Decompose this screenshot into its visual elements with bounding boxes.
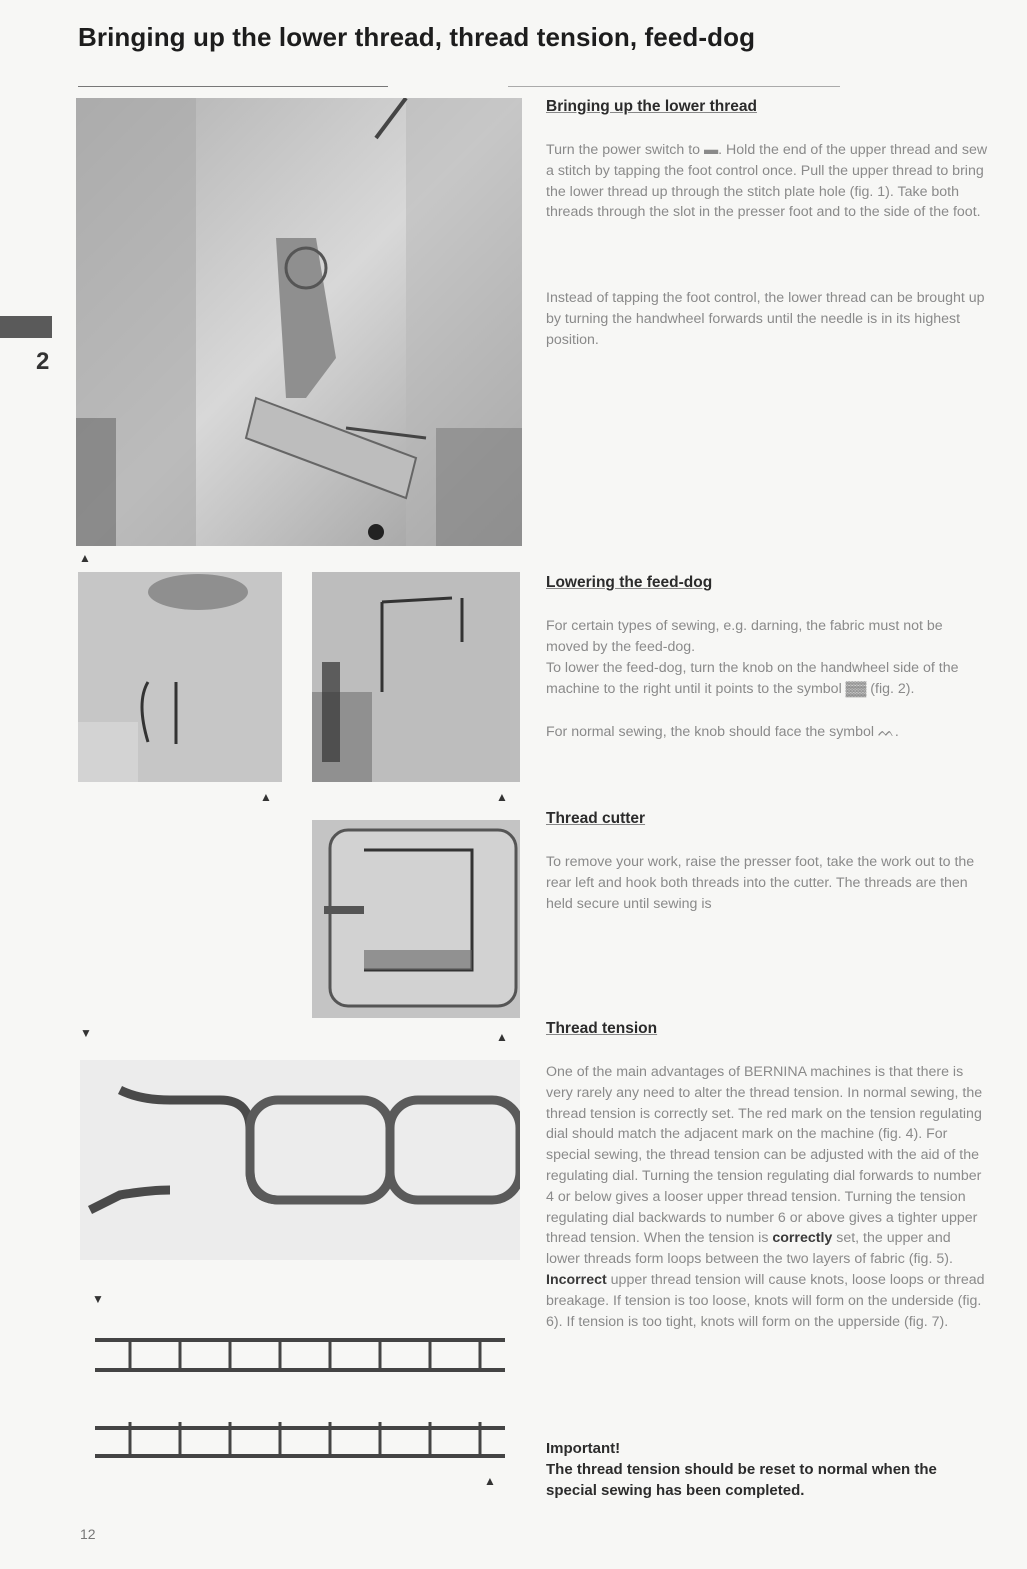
machine-side-illustration: [312, 572, 520, 782]
feed-dog-paragraph-2: To lower the feed-dog, turn the knob on the handwheel side of the machine to the right until it points to the symbol ▓▓ (fig. 2).: [546, 660, 959, 697]
figure-7-diagram: [90, 1408, 510, 1468]
tension-correctly: correctly: [772, 1230, 833, 1247]
heading-lower-thread: Bringing up the lower thread: [546, 98, 757, 115]
heading-thread-tension: Thread tension: [546, 1020, 658, 1037]
feed-dog-paragraph-1: For certain types of sewing, e.g. darning, the fabric must not be moved by the feed-dog.: [546, 618, 943, 655]
figure-2-marker: ▲: [260, 790, 272, 804]
figure-5-marker-top: ▼: [80, 1026, 92, 1040]
figure-5-diagram: [80, 1060, 520, 1260]
figure-6-diagram: [90, 1320, 510, 1380]
tension-dial-illustration: [312, 820, 520, 1018]
figure-3-photo: [312, 572, 520, 782]
cutter-paragraph: To remove your work, raise the presser foot, take the work out to the rear left and hook both threads into the cutter. The threads are then held secure until sewing is: [546, 854, 975, 912]
important-label: Important!: [546, 1440, 621, 1457]
loose-tension-stitches: [90, 1320, 510, 1380]
chapter-number: 2: [36, 348, 50, 375]
tension-text-a: One of the main advantages of BERNINA machines is that there is very rarely any need to alter the thread tension. In normal sewing, the thread tension is correctly set. The red mark on the tension regulating dial should match the adjacent mark on the machine (fig. 4). For special sewing, the thread tension can be adjusted with the aid of the regulating dial. Turning the tension regulating dial forwards to number 4 or below gives a looser upper thread tension. Turning the tension regulating dial backwards to number 6 or above gives a tighter upper thread tension. When the tension is: [546, 1064, 983, 1247]
lower-thread-paragraph-2: Instead of tapping the foot control, the lower thread can be brought up by turning the handwheel forwards until the needle is in its highest position.: [546, 290, 985, 348]
figure-7-marker: ▲: [484, 1474, 496, 1488]
feed-dog-knob-illustration: [78, 572, 282, 782]
title-rule-left: [78, 86, 388, 87]
chapter-tab: [0, 316, 52, 338]
title-rule-right: [508, 86, 840, 87]
presser-foot-illustration: [76, 98, 522, 546]
tension-text-c: upper thread tension will cause knots, loose loops or thread breakage. If tension is too loose, knots will form on the underside (fig. 6). If tension is too tight, knots will form on the upperside (fig. 7).: [546, 1271, 985, 1330]
figure-3-marker: ▲: [496, 790, 508, 804]
page-number: 12: [80, 1526, 96, 1542]
page-title: Bringing up the lower thread, thread tension, feed-dog: [78, 22, 756, 52]
figure-2-photo: [78, 572, 282, 782]
feed-dog-paragraph-3: For normal sewing, the knob should face the symbol ᨓ.: [546, 724, 899, 740]
heading-thread-cutter: Thread cutter: [546, 810, 646, 827]
correct-tension-loops: [80, 1060, 520, 1260]
heading-feed-dog: Lowering the feed-dog: [546, 574, 713, 591]
figure-4-photo: [312, 820, 520, 1018]
tight-tension-stitches: [90, 1408, 510, 1468]
tension-incorrect: Incorrect: [546, 1271, 607, 1288]
tension-paragraph: [546, 1062, 988, 1332]
important-text: The thread tension should be reset to normal when the special sewing has been completed.: [546, 1461, 937, 1499]
figure-6-marker: ▼: [92, 1292, 104, 1306]
lower-thread-paragraph-1: Turn the power switch to ▬. Hold the end of the upper thread and sew a stitch by tapping the foot control once. Pull the upper thread to bring the lower thread up through the stitch plate hole (fig. 1). Take both threads through the slot in the presser foot and to the side of the foot.: [546, 142, 988, 221]
tension-text-b: set, the upper and lower threads form loops between the two layers of fabric (fig. 5).: [546, 1230, 953, 1268]
figure-1-marker: ▲: [79, 551, 91, 565]
figure-4-marker: ▲: [496, 1030, 508, 1044]
figure-1-photo: [76, 98, 522, 546]
